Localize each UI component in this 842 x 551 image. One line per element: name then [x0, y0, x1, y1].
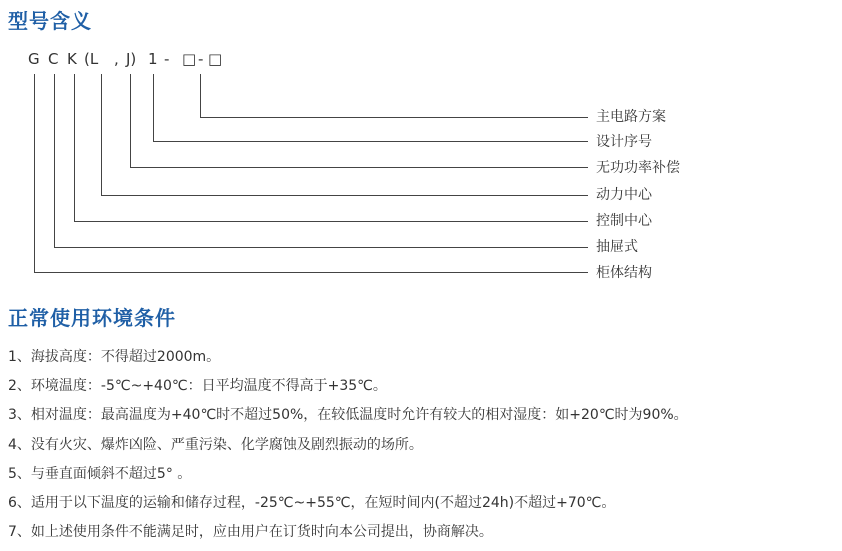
- leader-line-design-number: [154, 74, 589, 142]
- condition-item: 7、如上述使用条件不能满足时，应由用户在订货时向本公司提出，协商解决。: [8, 524, 493, 541]
- model-meaning-heading: 型号含义: [8, 9, 92, 33]
- legend-cabinet: 柜体结构: [596, 265, 652, 281]
- legend-power-center: 动力中心: [596, 187, 652, 203]
- leader-line-main-circuit: [201, 74, 589, 118]
- code-char-l: (L: [84, 50, 99, 68]
- leader-line-power-center: [102, 74, 589, 196]
- legend-main-circuit: 主电路方案: [596, 109, 666, 125]
- legend-design-number: 设计序号: [596, 134, 652, 150]
- code-char-c: C: [48, 50, 59, 68]
- code-char-k: K: [67, 50, 77, 68]
- code-char-j: J): [126, 50, 137, 68]
- legend-control-center: 控制中心: [596, 213, 652, 229]
- code-char-comma: ,: [114, 50, 119, 68]
- condition-item: 4、没有火灾、爆炸凶险、严重污染、化学腐蚀及剧烈振动的场所。: [8, 436, 423, 453]
- code-char-1: 1: [148, 50, 158, 68]
- condition-item: 2、环境温度：-5℃~+40℃：日平均温度不得高于+35℃。: [8, 378, 387, 395]
- legend-drawer: 抽屉式: [596, 239, 638, 255]
- condition-item: 6、适用于以下温度的运输和储存过程，-25℃~+55℃，在短时间内(不超过24h)不超过+70℃。: [8, 494, 616, 511]
- code-char-g: G: [28, 50, 40, 68]
- legend-reactive-compensation: 无功功率补偿: [596, 160, 680, 176]
- leader-line-control-center: [75, 74, 589, 222]
- code-char-box-2: □: [208, 50, 223, 68]
- conditions-list: [8, 346, 688, 550]
- conditions-heading: 正常使用环境条件: [8, 306, 176, 330]
- code-char-dash-1: -: [164, 50, 170, 68]
- code-char-dash-2: -: [198, 50, 204, 68]
- condition-item: 1、海拔高度：不得超过2000m。: [8, 349, 221, 365]
- condition-item: 5、与垂直面倾斜不超过5° 。: [8, 465, 192, 482]
- leader-line-cabinet: [35, 74, 589, 273]
- code-char-box-1: □: [182, 50, 197, 68]
- condition-item: 3、相对温度：最高温度为+40℃时不超过50%，在较低温度时允许有较大的相对湿度：如+20℃时为90%。: [8, 407, 688, 424]
- leader-line-reactive-compensation: [131, 74, 589, 168]
